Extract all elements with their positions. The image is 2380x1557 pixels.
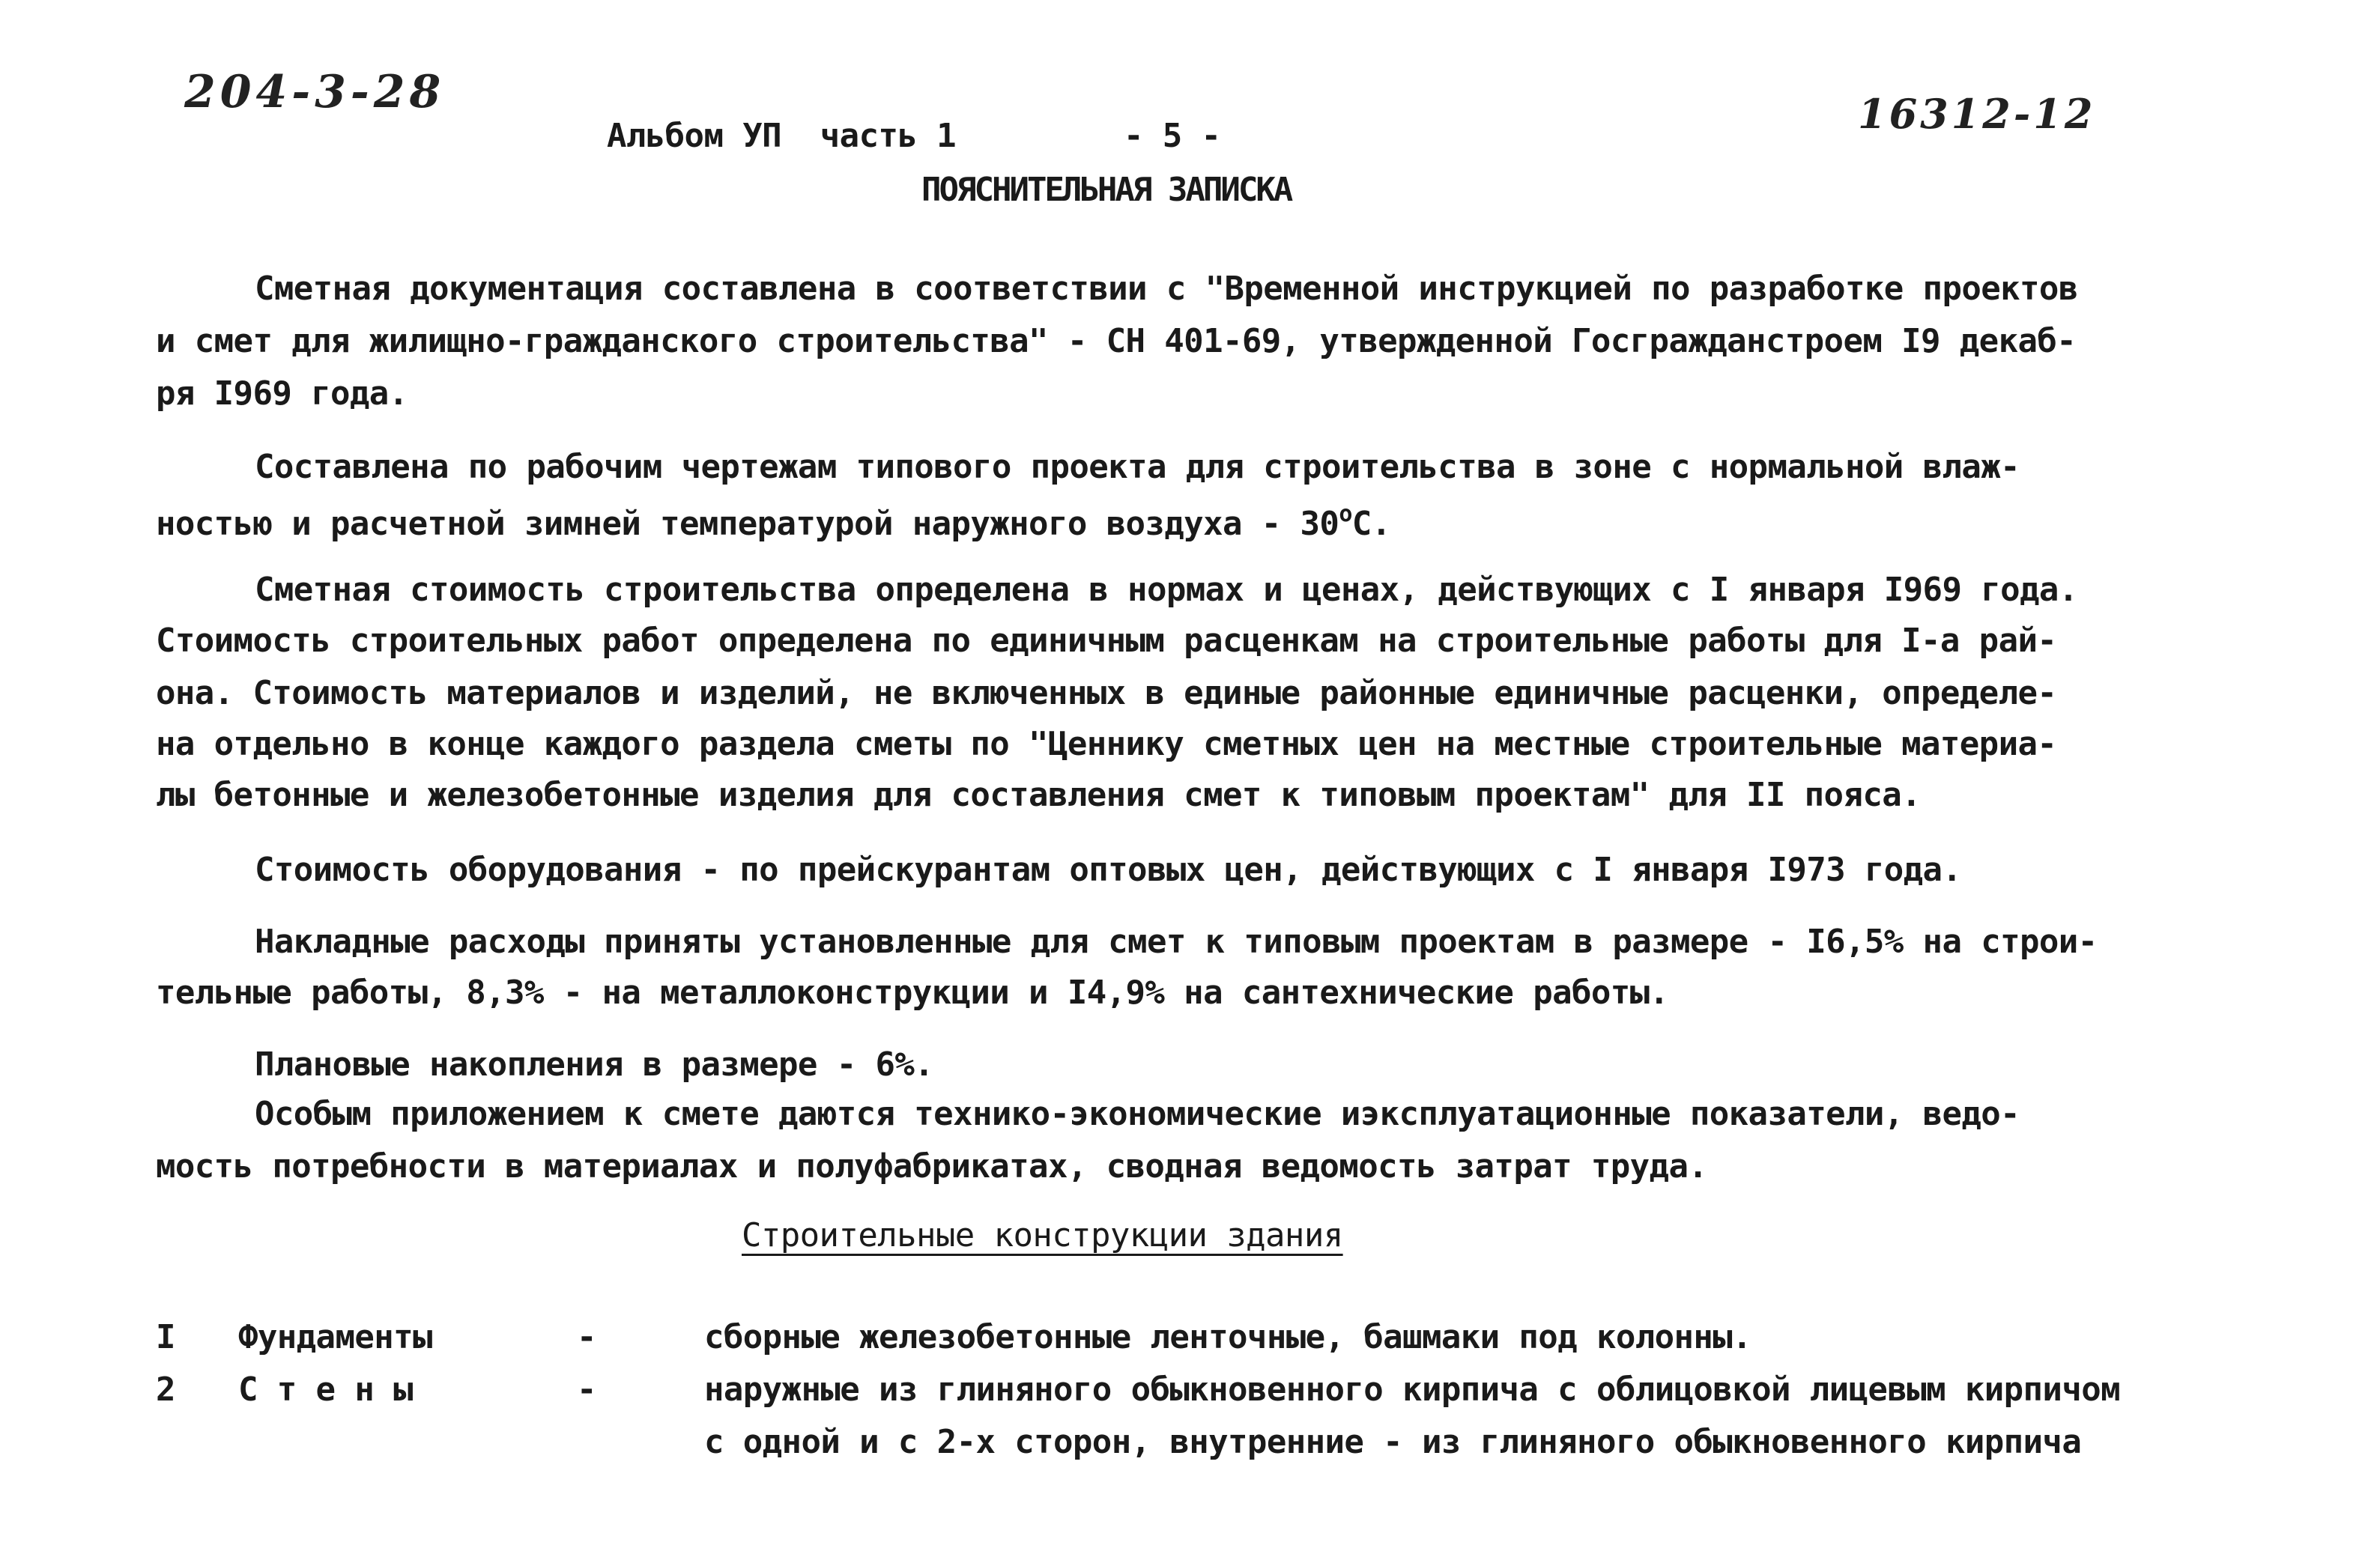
paragraph-3-line-1: Сметная стоимость строительства определена в нормах и ценах, действующих с I января I969 года. [255,571,2078,609]
paragraph-3-line-5: лы бетонные и железобетонные изделия для составления смет к типовым проектам" для II пояса. [156,776,1922,814]
paragraph-4-line-1: Стоимость оборудования - по прейскурантам оптовых цен, действующих с I января I973 года. [255,851,1962,889]
archive-number-handwritten: 16312-12 [1858,90,2096,138]
paragraph-6-line-1: Плановые накопления в размере - 6%. [255,1045,934,1084]
paragraph-3-line-2: Стоимость строительных работ определена по единичным расценкам на строительные работы для I-а рай- [156,622,2057,660]
section-heading: Строительные конструкции здания [742,1216,1343,1254]
paragraph-3-line-4: на отдельно в конце каждого раздела сметы по "Ценнику сметных цен на местные строительные материа- [156,725,2057,763]
item-number: 2 [156,1371,175,1409]
album-part-label: Альбом УП часть 1 [607,117,957,155]
paragraph-1-line-1: Сметная документация составлена в соответствии с "Временной инструкцией по разработке проектов [255,270,2078,308]
item-dash: - [577,1371,596,1409]
item-description-line: сборные железобетонные ленточные, башмаки под колонны. [704,1318,1752,1356]
document-code-handwritten: 204-3-28 [184,66,446,118]
item-name: Фундаменты [238,1318,432,1356]
item-number: I [156,1318,175,1356]
paragraph-5-line-2: тельные работы, 8,3% - на металлоконструкции и I4,9% на сантехнические работы. [156,974,1669,1012]
paragraph-7-line-1: Особым приложением к смете даются технико-экономические иэксплуатационные показатели, ведо- [255,1095,2020,1133]
item-name: С т е н ы [238,1371,414,1409]
degree-sign: о [1339,501,1352,527]
item-description-line: с одной и с 2-х сторон, внутренние - из глиняного обыкновенного кирпича [704,1423,2082,1461]
page-number: - 5 - [1124,117,1221,155]
paragraph-2-text: ностью и расчетной зимней температурой наружного воздуха - 30 [156,505,1339,543]
paragraph-1-line-2: и смет для жилищно-гражданского строительства" - СН 401-69, утвержденной Госгражданстроем I9 декаб- [156,322,2077,360]
item-dash: - [577,1318,596,1356]
paragraph-2-line-1: Составлена по рабочим чертежам типового проекта для строительства в зоне с нормальной влаж- [255,448,2020,486]
paragraph-3-line-3: она. Стоимость материалов и изделий, не включенных в единые районные единичные расценки, определе- [156,674,2057,712]
celsius-unit: С. [1351,505,1391,543]
paragraph-1-line-3: ря I969 года. [156,374,408,413]
paragraph-2-line-2 [156,503,1391,541]
paragraph-5-line-1: Накладные расходы приняты установленные для смет к типовым проектам в размере - I6,5% на строи- [255,923,2098,961]
item-description-line: наружные из глиняного обыкновенного кирпича с облицовкой лицевым кирпичом [704,1371,2120,1409]
document-title: ПОЯСНИТЕЛЬНАЯ ЗАПИСКА [921,171,1292,209]
paragraph-7-line-2: мость потребности в материалах и полуфабрикатах, сводная ведомость затрат труда. [156,1147,1708,1186]
